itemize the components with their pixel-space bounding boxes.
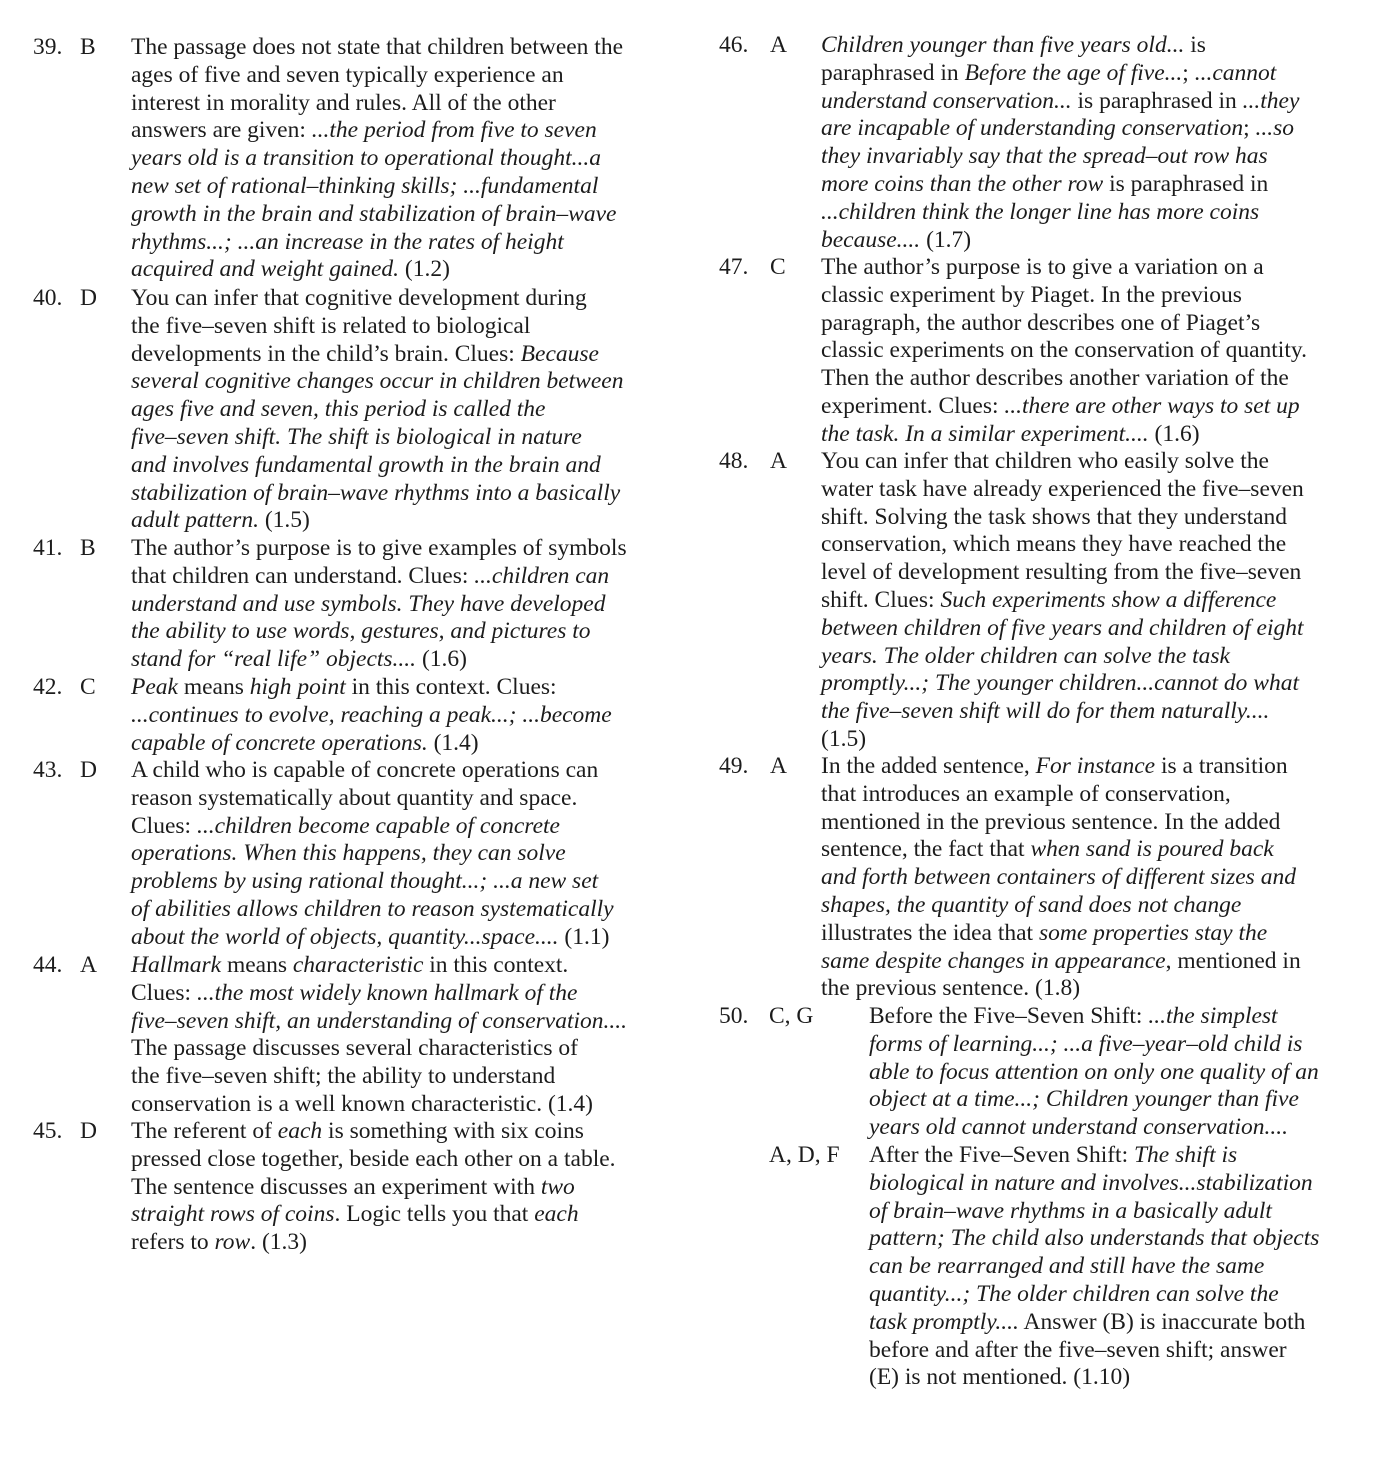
text-line: [131, 896, 614, 924]
italic-segment: promptly...; The younger children...cannot do what: [821, 670, 1299, 697]
italic-segment: and forth between containers of different sizes and: [821, 864, 1296, 891]
text-segment: classic experiments on the conservation of quantity.: [821, 337, 1307, 364]
text-segment: (1.2): [399, 256, 450, 283]
text-line: [131, 507, 623, 535]
text-segment: (1.7): [920, 226, 972, 253]
text-line: [821, 282, 1307, 310]
text-line: [821, 421, 1307, 449]
text-line: [821, 199, 1299, 227]
italic-segment: forms of learning...; ...a five–year–old child is: [869, 1030, 1303, 1057]
italic-segment: capable of concrete operations.: [131, 729, 428, 756]
text-segment: paraphrased in: [821, 59, 965, 86]
question-number: 44.: [33, 952, 63, 978]
italic-segment: some properties stay the: [1038, 919, 1268, 946]
italic-segment: of brain–wave rhythms in a basically adult: [869, 1197, 1272, 1224]
italic-segment: ...the most widely known hallmark of the: [196, 979, 578, 1006]
italic-segment: several cognitive changes occur in children between: [131, 368, 624, 395]
text-line: [821, 892, 1301, 920]
text-segment: You can infer that cognitive development during: [131, 285, 587, 311]
text-line: [821, 337, 1307, 365]
text-segment: (1.4): [427, 729, 479, 756]
text-segment: . (1.3): [250, 1229, 307, 1256]
text-segment: conservation, which means they have reached the: [821, 531, 1287, 558]
text-line: [131, 285, 623, 313]
text-segment: ;: [1243, 115, 1256, 142]
italic-segment: of abilities allows children to reason systematically: [131, 895, 614, 922]
answer-letter: C: [80, 674, 96, 700]
text-segment: that introduces an example of conservation,: [821, 780, 1231, 807]
italic-segment: ...children become capable of concrete: [196, 812, 560, 839]
italic-segment: straight rows of coins: [131, 1201, 335, 1228]
text-line: [131, 368, 623, 396]
italic-segment: task promptly....: [869, 1308, 1019, 1335]
answer-letter: C: [770, 254, 786, 280]
text-line: [869, 1114, 1319, 1142]
text-line: [821, 587, 1304, 615]
text-segment: Answer (B) is inaccurate both: [1018, 1308, 1306, 1335]
text-line: [131, 563, 627, 591]
italic-segment: growth in the brain and stabilization of brain–wave: [131, 200, 617, 227]
text-line: [131, 396, 623, 424]
text-line: [131, 313, 623, 341]
text-segment: answers are given:: [131, 117, 312, 144]
text-segment: The passage does not state that children between the: [131, 34, 624, 60]
text-line: [131, 868, 614, 896]
text-line: [821, 171, 1299, 199]
italic-segment: ages five and seven, this period is called the: [131, 396, 546, 423]
italic-segment: years old is a transition to operational thought...a: [131, 145, 602, 172]
text-line: [131, 1035, 627, 1063]
text-segment: the previous sentence. (1.8): [821, 975, 1081, 1002]
italic-segment: pattern; The child also understands that objects: [869, 1225, 1320, 1252]
italic-segment: more coins than the other row: [821, 170, 1104, 197]
text-line: [131, 1063, 627, 1091]
text-line: [821, 836, 1301, 864]
text-line: [131, 702, 612, 730]
text-segment: . Logic tells you that: [334, 1201, 535, 1228]
text-line: [821, 670, 1304, 698]
italic-segment: acquired and weight gained.: [131, 256, 400, 283]
italic-segment: ...the simplest: [1148, 1003, 1278, 1029]
explanation-text: [131, 535, 627, 674]
text-line: [131, 1008, 627, 1036]
text-line: [821, 948, 1301, 976]
italic-segment: ...children think the longer line has more coins: [821, 198, 1260, 225]
italic-segment: shapes, the quantity of sand does not change: [821, 891, 1242, 918]
text-line: [131, 813, 614, 841]
answer-letter: A: [80, 952, 97, 978]
text-line: [821, 448, 1304, 476]
text-line: [131, 452, 623, 480]
text-line: [131, 145, 623, 173]
answer-letter: A: [770, 32, 787, 58]
text-segment: classic experiment by Piaget. In the previous: [821, 281, 1242, 308]
italic-segment: understand conservation...: [821, 87, 1072, 114]
text-line: [131, 1229, 616, 1257]
italic-segment: are incapable of understanding conservation: [821, 115, 1244, 142]
text-segment: is paraphrased in: [1071, 87, 1243, 114]
italic-segment: problems by using rational thought...; ...a new set: [131, 868, 599, 895]
answer-letters: A, D, F: [769, 1142, 840, 1168]
text-segment: The passage discusses several characteristics of: [131, 1035, 578, 1062]
italic-segment: characteristic: [292, 952, 424, 978]
italic-segment: years. The older children can solve the task: [821, 642, 1230, 669]
text-line: [821, 32, 1299, 60]
italic-segment: the ability to use words, gestures, and pictures to: [131, 618, 591, 645]
text-segment: , mentioned in: [1165, 947, 1301, 974]
text-line: [869, 1031, 1319, 1059]
text-line: [821, 504, 1304, 532]
explanation-text: [131, 674, 612, 757]
text-line: [821, 60, 1299, 88]
explanation-text: [821, 448, 1304, 754]
italic-segment: each: [534, 1201, 579, 1228]
text-segment: Clues:: [131, 812, 197, 839]
text-line: [821, 753, 1301, 781]
text-line: [131, 730, 612, 758]
text-line: [131, 117, 623, 145]
text-line: [131, 1118, 616, 1146]
italic-segment: rhythms...; ...an increase in the rates of height: [131, 228, 564, 255]
text-line: [131, 1201, 616, 1229]
text-line: [821, 920, 1301, 948]
text-segment: After the Five–Seven Shift:: [869, 1142, 1134, 1168]
italic-segment: between children of five years and children of eight: [821, 614, 1304, 641]
text-segment: means: [177, 674, 250, 700]
text-line: [869, 1281, 1319, 1309]
text-line: [869, 1309, 1319, 1337]
text-line: [131, 1146, 616, 1174]
italic-segment: ...cannot: [1194, 59, 1277, 86]
text-segment: is something with six coins: [322, 1118, 584, 1144]
text-line: [821, 559, 1304, 587]
text-segment: ;: [1182, 59, 1195, 86]
explanation-text: [821, 753, 1301, 1003]
text-segment: ages of five and seven typically experience an: [131, 61, 564, 88]
italic-segment: each: [277, 1118, 323, 1144]
text-segment: You can infer that children who easily solve the: [821, 448, 1269, 474]
text-line: [821, 809, 1301, 837]
explanation-text: [131, 952, 627, 1119]
text-segment: before and after the five–seven shift; answer: [869, 1336, 1287, 1363]
text-segment: shift. Solving the task shows that they understand: [821, 503, 1288, 530]
text-line: [869, 1253, 1319, 1281]
text-line: [869, 1364, 1319, 1392]
italic-segment: ...they: [1242, 87, 1300, 114]
text-segment: water task have already experienced the five–seven: [821, 475, 1304, 502]
answer-letter: A: [770, 448, 787, 474]
text-line: [821, 393, 1307, 421]
text-segment: The author’s purpose is to give examples of symbols: [131, 535, 627, 561]
italic-segment: five–seven shift, an understanding of conservation....: [131, 1007, 628, 1034]
text-line: [869, 1086, 1319, 1114]
italic-segment: can be rearranged and still have the same: [869, 1253, 1265, 1280]
text-line: [821, 531, 1304, 559]
italic-segment: Peak: [131, 674, 178, 700]
italic-segment: and involves fundamental growth in the brain and: [131, 451, 601, 478]
text-segment: (1.5): [821, 725, 867, 752]
text-segment: mentioned in the previous sentence. In the added: [821, 808, 1281, 835]
italic-segment: ...the period from five to seven: [311, 117, 597, 144]
text-line: [821, 143, 1299, 171]
text-line: [131, 674, 612, 702]
text-line: [131, 90, 623, 118]
italic-segment: adult pattern.: [131, 507, 259, 534]
text-segment: in this context. Clues:: [345, 674, 557, 700]
italic-segment: about the world of objects, quantity...space....: [131, 923, 559, 950]
text-line: [131, 952, 627, 980]
text-segment: (1.5): [258, 507, 310, 534]
question-number: 39.: [33, 34, 63, 60]
text-segment: A child who is capable of concrete operations can: [131, 757, 599, 783]
explanation-text: [131, 285, 623, 535]
question-number: 50.: [719, 1003, 749, 1029]
text-segment: Clues:: [131, 979, 197, 1006]
text-line: [821, 254, 1307, 282]
text-segment: that children can understand. Clues:: [131, 562, 475, 589]
text-segment: reason systematically about quantity and space.: [131, 784, 578, 811]
question-number: 40.: [33, 285, 63, 311]
text-line: [869, 1198, 1319, 1226]
text-segment: (1.1): [558, 923, 610, 950]
text-segment: means: [221, 952, 293, 978]
italic-segment: when sand is poured back: [1030, 836, 1274, 863]
text-segment: (1.6): [1148, 420, 1200, 447]
text-segment: in this context.: [423, 952, 569, 978]
text-segment: paragraph, the author describes one of Piaget’s: [821, 309, 1261, 336]
text-segment: is a transition: [1155, 753, 1288, 779]
text-line: [131, 840, 614, 868]
text-line: [821, 726, 1304, 754]
text-segment: In the added sentence,: [821, 753, 1036, 779]
italic-segment: biological in nature and involves...stabilization: [869, 1169, 1313, 1196]
italic-segment: object at a time...; Children younger than five: [869, 1086, 1299, 1113]
text-line: [821, 615, 1304, 643]
text-line: [869, 1142, 1319, 1170]
text-line: [131, 785, 614, 813]
italic-segment: Hallmark: [131, 952, 222, 978]
text-segment: experiment. Clues:: [821, 392, 1005, 419]
answer-letter: D: [80, 285, 97, 311]
text-line: [131, 480, 623, 508]
text-line: [869, 1059, 1319, 1087]
text-segment: is: [1184, 32, 1206, 58]
text-segment: the five–seven shift is related to biological: [131, 312, 531, 339]
text-line: [869, 1337, 1319, 1365]
italic-segment: ...so: [1255, 115, 1295, 142]
italic-segment: stand for “real life” objects....: [131, 646, 417, 673]
text-line: [821, 115, 1299, 143]
explanation-text: [869, 1142, 1319, 1392]
text-line: [131, 256, 623, 284]
italic-segment: Before the age of five...: [964, 59, 1183, 86]
explanation-text: [131, 1118, 616, 1257]
explanation-text: [131, 34, 623, 284]
text-segment: The author’s purpose is to give a variation on a: [821, 254, 1264, 280]
explanation-text: [869, 1003, 1319, 1142]
text-segment: Then the author describes another variation of the: [821, 365, 1289, 392]
question-number: 47.: [719, 254, 749, 280]
text-line: [131, 1174, 616, 1202]
text-line: [131, 341, 623, 369]
question-number: 46.: [719, 32, 749, 58]
italic-segment: ...continues to evolve, reaching a peak...; ...become: [131, 701, 612, 728]
text-line: [869, 1225, 1319, 1253]
text-segment: (1.6): [416, 646, 467, 673]
text-line: [131, 646, 627, 674]
text-line: [131, 618, 627, 646]
text-segment: (E) is not mentioned. (1.10): [869, 1364, 1131, 1391]
text-line: [821, 781, 1301, 809]
explanation-text: [131, 757, 614, 952]
answer-letter: D: [80, 1118, 97, 1144]
text-segment: pressed close together, beside each other on a table.: [131, 1145, 616, 1172]
italic-segment: high point: [249, 674, 346, 700]
italic-segment: stabilization of brain–wave rhythms into a basically: [131, 479, 621, 506]
italic-segment: because....: [821, 226, 921, 253]
question-number: 45.: [33, 1118, 63, 1144]
italic-segment: years old cannot understand conservation....: [869, 1114, 1289, 1141]
text-line: [821, 227, 1299, 255]
text-line: [821, 698, 1304, 726]
text-line: [131, 201, 623, 229]
italic-segment: operations. When this happens, they can solve: [131, 840, 566, 867]
explanation-text: [821, 32, 1299, 254]
question-number: 41.: [33, 535, 63, 561]
text-line: [131, 591, 627, 619]
italic-segment: The shift is: [1133, 1142, 1238, 1168]
text-segment: interest in morality and rules. All of the other: [131, 89, 556, 116]
answer-letter: D: [80, 757, 97, 783]
text-segment: Before the Five–Seven Shift:: [869, 1003, 1149, 1029]
text-segment: shift. Clues:: [821, 586, 941, 613]
text-line: [131, 62, 623, 90]
question-number: 42.: [33, 674, 63, 700]
text-segment: conservation is a well known characteristic. (1.4): [131, 1090, 594, 1117]
text-line: [131, 34, 623, 62]
italic-segment: ...there are other ways to set up: [1004, 392, 1300, 419]
text-segment: illustrates the idea that: [821, 919, 1039, 946]
text-segment: developments in the child’s brain. Clues:: [131, 340, 521, 367]
answer-letter: B: [80, 34, 96, 60]
text-line: [131, 1091, 627, 1119]
text-line: [821, 476, 1304, 504]
italic-segment: new set of rational–thinking skills; ...fundamental: [131, 172, 599, 199]
explanation-text: [821, 254, 1307, 449]
text-line: [821, 310, 1307, 338]
text-line: [131, 424, 623, 452]
answer-letter: B: [80, 535, 96, 561]
italic-segment: Such experiments show a difference: [940, 586, 1277, 613]
question-number: 49.: [719, 753, 749, 779]
italic-segment: five–seven shift. The shift is biological in nature: [131, 423, 582, 450]
italic-segment: For instance: [1035, 753, 1156, 779]
text-segment: the five–seven shift; the ability to understand: [131, 1063, 556, 1090]
text-line: [131, 980, 627, 1008]
text-segment: sentence, the fact that: [821, 836, 1031, 863]
text-line: [131, 757, 614, 785]
text-line: [821, 643, 1304, 671]
answer-letter: A: [770, 753, 787, 779]
text-line: [869, 1003, 1319, 1031]
text-segment: The sentence discusses an experiment with: [131, 1173, 541, 1200]
italic-segment: quantity...; The older children can solve the: [869, 1280, 1279, 1307]
text-line: [821, 365, 1307, 393]
italic-segment: the task. In a similar experiment....: [821, 420, 1149, 447]
question-number: 48.: [719, 448, 749, 474]
italic-segment: ...children can: [474, 562, 610, 589]
italic-segment: able to focus attention on only one quality of an: [869, 1058, 1319, 1085]
italic-segment: row: [214, 1229, 251, 1256]
text-line: [131, 924, 614, 952]
italic-segment: Because: [520, 340, 599, 367]
italic-segment: same despite changes in appearance: [821, 947, 1166, 974]
italic-segment: two: [540, 1173, 575, 1200]
text-segment: The referent of: [131, 1118, 278, 1144]
italic-segment: understand and use symbols. They have developed: [131, 590, 606, 617]
text-line: [821, 975, 1301, 1003]
italic-segment: they invariably say that the spread–out row has: [821, 143, 1268, 170]
text-line: [821, 864, 1301, 892]
text-line: [869, 1170, 1319, 1198]
question-number: 43.: [33, 757, 63, 783]
text-line: [131, 229, 623, 257]
italic-segment: the five–seven shift will do for them naturally....: [821, 698, 1270, 725]
text-line: [821, 88, 1299, 116]
italic-segment: Children younger than five years old...: [821, 32, 1185, 58]
text-line: [131, 535, 627, 563]
text-segment: level of development resulting from the five–seven: [821, 559, 1302, 586]
text-line: [131, 173, 623, 201]
text-segment: refers to: [131, 1229, 215, 1256]
answer-letters: C, G: [769, 1003, 814, 1029]
text-segment: is paraphrased in: [1103, 170, 1269, 197]
